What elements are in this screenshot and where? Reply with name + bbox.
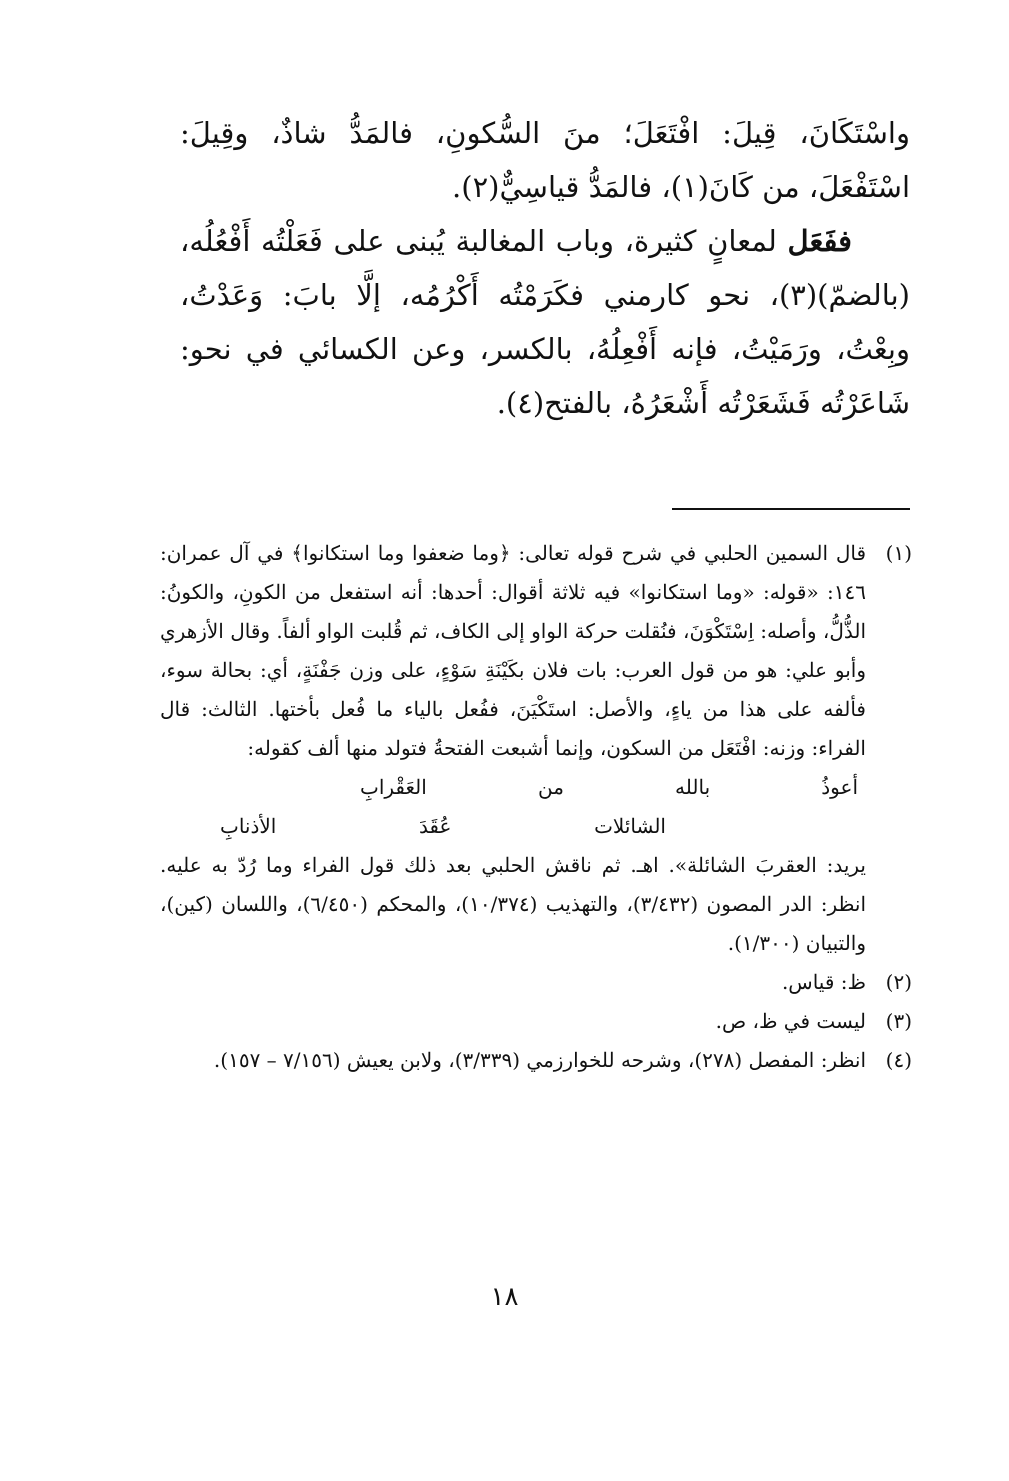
footnote-body: [160, 1041, 866, 1080]
footnote-body: [160, 534, 866, 963]
footnote-text: قال السمين الحلبي في شرح قوله تعالى: ﴿وما ضعفوا وما استكانوا﴾ في آل عمران: ١٤٦: «قوله: «وما استكانوا» فيه ثلاثة أقوال: أحدها: أنه استفعل من الكونِ، والكونُ: الذُّلُّ، وأصله: اِسْتَكْوَنَ، فنُقلت حركة الواو إلى الكاف، ثم قُلبت الواو ألفاً. وقال الأزهري وأبو علي: هو من قول العرب: بات فلان بكَيْنَةِ سَوْءٍ، على وزن جَفْنَةٍ، أي: بحالة سوء، فألفه على هذا من ياءٍ، والأصل: استَكْيَنَ، ففُعل بالياء ما فُعل بأختها. الثالث: قال الفراء: وزنه: افْتَعَل من السكون، وإنما أشبعت الفتحةُ فتولد منها ألف كقوله:: [160, 541, 866, 760]
page-number: ١٨: [490, 1282, 519, 1312]
verse-word: عُقَدَ: [418, 814, 452, 838]
footnote-3: [160, 1002, 912, 1041]
footnote-number: (٤): [885, 1048, 912, 1072]
footnote-body: [160, 1002, 866, 1041]
footnote-text: ليست في ظ، ص.: [715, 1009, 866, 1033]
verse-word: أعوذُ: [821, 775, 858, 799]
footnote-2: [160, 963, 912, 1002]
verse-word: العَقْرابِ: [360, 775, 427, 799]
footnote-separator: [672, 508, 910, 510]
footnote-text: انظر: المفصل (٢٧٨)، وشرحه للخوارزمي (٣/٣٣٩)، ولابن يعيش (٧/١٥٦ – ١٥٧).: [213, 1048, 866, 1072]
verse-word: الأذنابِ: [220, 814, 277, 838]
verse-word: بالله: [675, 775, 711, 799]
footnote-1: [160, 534, 912, 963]
footnotes: [160, 534, 912, 1080]
main-paragraph-2: [180, 214, 910, 430]
main-paragraph-1: واسْتَكَانَ، قِيلَ: افْتَعَلَ؛ منَ السُّكونِ، فالمَدُّ شاذٌ، وقِيلَ: اسْتَفْعَلَ، من كَانَ(١)، فالمَدُّ قياسِيٌّ(٢).: [180, 116, 910, 204]
verse-line-1: [160, 768, 866, 807]
main-text: [180, 106, 910, 430]
footnote-text-continued: يريد: العقربَ الشائلة». اهـ. ثم ناقش الحلبي بعد ذلك قول الفراء وما رُدّ به عليه. انظر: الدر المصون (٣/٤٣٢)، والتهذيب (١٠/٣٧٤)، والمحكم (٦/٤٥٠)، واللسان (كين)، والتبيان (١/٣٠٠).: [160, 853, 867, 955]
paragraph-lead-word: ففَعَل: [787, 224, 852, 258]
verse-word: من: [537, 775, 564, 799]
footnote-4: [160, 1041, 912, 1080]
verse-word: الشائلات: [594, 814, 666, 838]
footnote-number: (٣): [885, 1009, 912, 1033]
footnote-number: (١): [885, 541, 912, 565]
verse-line-2: [160, 807, 866, 846]
footnote-body: [160, 963, 866, 1002]
paragraph-2-body: لمعانٍ كثيرة، وباب المغالبة يُبنى على فَعَلْتُه أَفْعُلُه، (بالضمّ)(٣)، نحو كارمني فكَرَمْتُه أَكْرُمُه، إلَّا بابَ: وَعَدْتُ، وبِعْتُ، ورَمَيْتُ، فإنه أَفْعِلُهُ، بالكسر، وعن الكسائي في نحو: شَاعَرْتُه فَشَعَرْتُه أَشْعَرُهُ، بالفتح(٤).: [180, 224, 910, 420]
footnote-text: ظ: قياس.: [781, 970, 866, 994]
footnote-number: (٢): [885, 970, 912, 994]
